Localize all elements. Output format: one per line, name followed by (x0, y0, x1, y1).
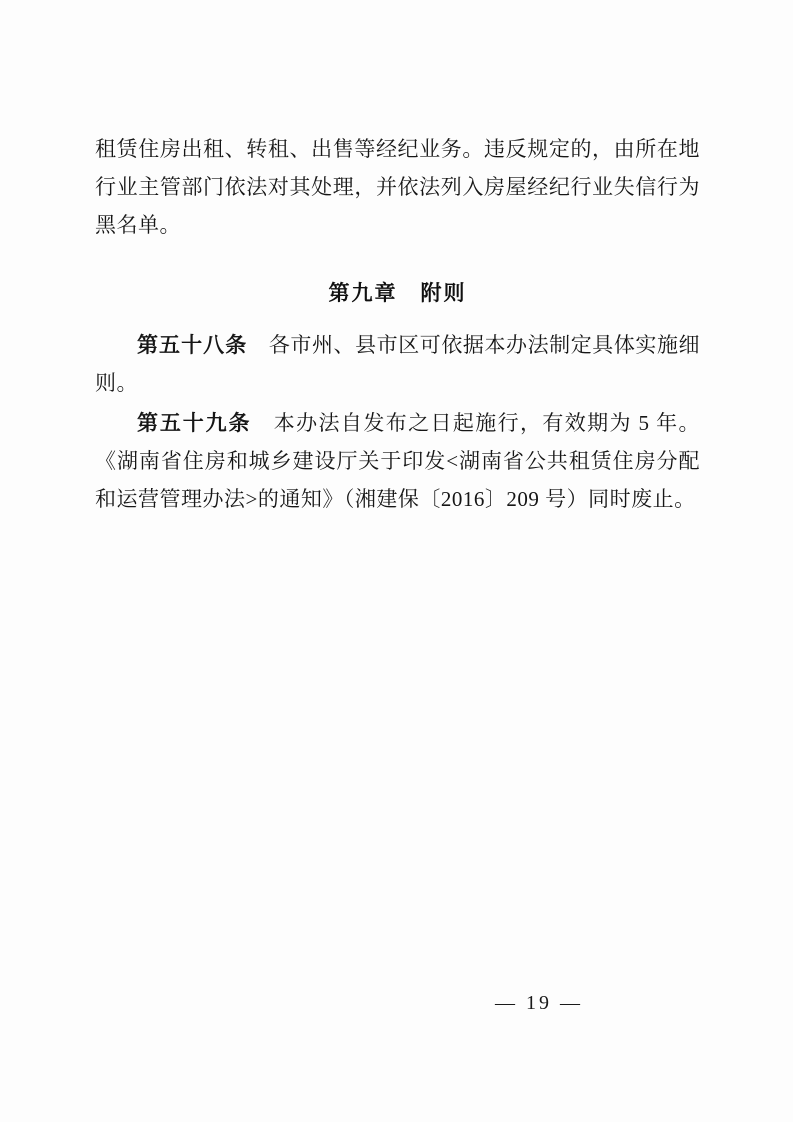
article-58 (95, 326, 700, 402)
document-body (95, 130, 700, 520)
paragraph-continued: 租赁住房出租、转租、出售等经纪业务。违反规定的，由所在地行业主管部门依法对其处理，并依法列入房屋经纪行业失信行为黑名单。 (95, 137, 700, 237)
spacer (95, 246, 700, 252)
article-58-number: 第五十八条 (137, 333, 248, 357)
article-59-number: 第五十九条 (137, 411, 252, 435)
article-59 (95, 404, 700, 518)
chapter-heading: 第九章 附则 (328, 281, 467, 305)
page-footer (0, 992, 793, 1015)
article-59-text: 本办法自发布之日起施行，有效期为 5 年。《湖南省住房和城乡建设厅关于印发<湖南省公共租赁住房分配和运营管理办法>的通知》（湘建保〔2016〕209 号）同时废止。 (95, 411, 701, 511)
page-number: — 19 — (495, 992, 583, 1014)
article-58-text: 各市州、县市区可依据本办法制定具体实施细则。 (95, 333, 701, 395)
